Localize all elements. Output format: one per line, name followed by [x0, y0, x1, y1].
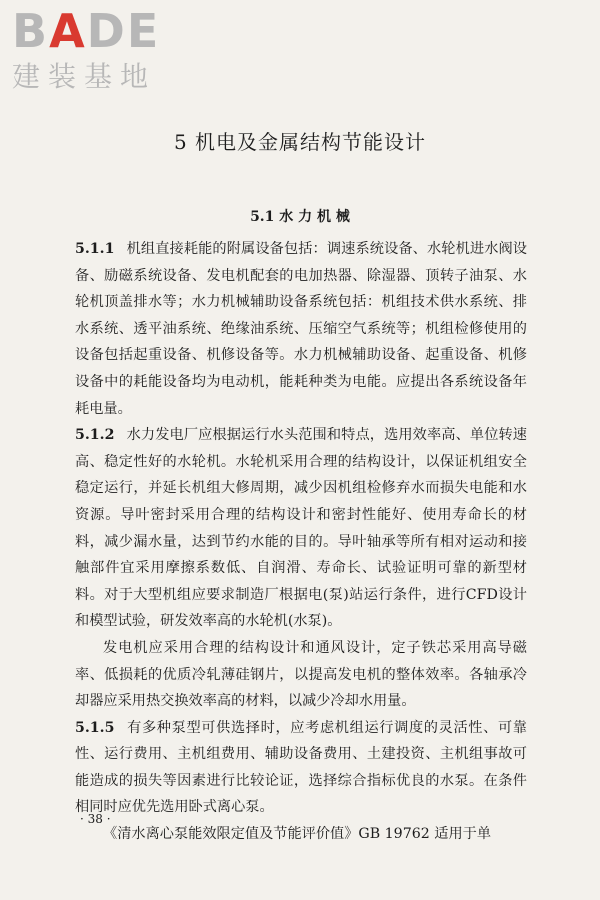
section-title: 5.1 水 力 机 械	[250, 209, 350, 225]
paragraph-generator: 发电机应采用合理的结构设计和通风设计，定子铁芯采用高导磁率、低损耗的优质冷轧薄硅钢片，以提高发电机的整体效率。各轴承冷却器应采用热交换效率高的材料，以减少冷却水用量。	[75, 639, 527, 710]
logo-wordmark: BADE	[12, 4, 161, 58]
clause-text: 水力发电厂应根据运行水头范围和特点，选用效率高、单位转速高、稳定性好的水轮机。水轮机采用合理的结构设计，以保证机组安全稳定运行，并延长机组大修周期，减少因机组检修弃水而损失电能和水资源。导叶密封采用合理的结构设计和密封性能好、使用寿命长的材料，减少漏水量，达到节约水能的目的。导叶轴承等所有相对运动和接触部件宜采用摩擦系数低、自润滑、寿命长、试验证明可靠的新型材料。对于大型机组应要求制造厂根据电(泵)站运行条件，进行CFD设计和模型试验，研发效率高的水轮机(水泵)。	[75, 427, 527, 630]
clause-number: 5.1.1	[75, 241, 115, 257]
body-text	[75, 236, 527, 848]
paragraph-standard: 《清水离心泵能效限定值及节能评价值》GB 19762 适用于单	[103, 826, 492, 843]
clause-5-1-1	[75, 236, 527, 422]
clause-5-1-5	[75, 715, 527, 821]
chapter-title: 5 机电及金属结构节能设计	[173, 130, 427, 154]
bade-logo	[12, 4, 161, 94]
clause-number: 5.1.5	[75, 719, 115, 736]
logo-subtitle: 建装基地	[12, 60, 157, 93]
clause-number: 5.1.2	[75, 427, 115, 444]
clause-5-1-2	[75, 422, 527, 635]
page-number: · 38 ·	[80, 812, 111, 826]
clause-text: 机组直接耗能的附属设备包括：调速系统设备、水轮机进水阀设备、励磁系统设备、发电机配套的电加热器、除湿器、顶转子油泵、水轮机顶盖排水等；水力机械辅助设备系统包括：机组技术供水系统、排水系统、透平油系统、绝缘油系统、压缩空气系统等；机组检修使用的设备包括起重设备、机修设备等。水力机械辅助设备、起重设备、机修设备中的耗能设备均为电动机，能耗种类为电能。应提出各系统设备年耗电量。	[75, 241, 527, 417]
clause-text: 有多种泵型可供选择时，应考虑机组运行调度的灵活性、可靠性、运行费用、主机组费用、辅助设备费用、土建投资、主机组事故可能造成的损失等因素进行比较论证，选择综合指标优良的水泵。在条件相同时应优先选用卧式离心泵。	[75, 719, 527, 816]
